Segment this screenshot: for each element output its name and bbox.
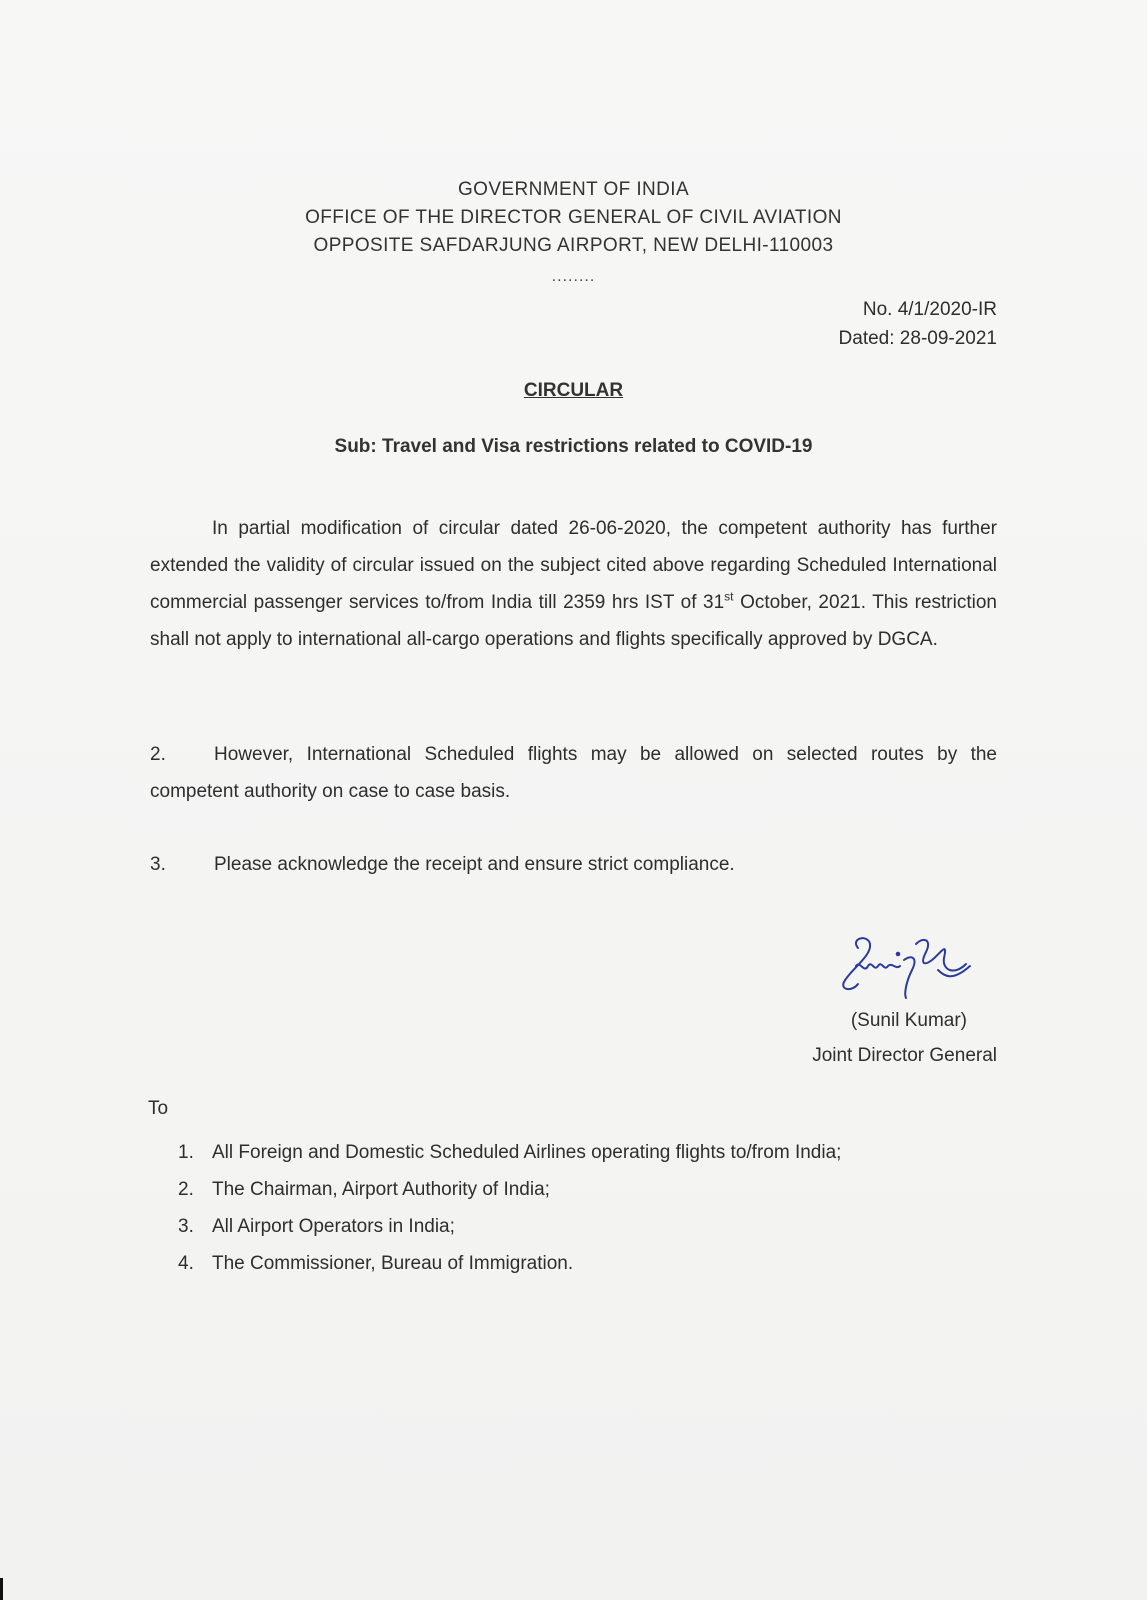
list-item-text: The Chairman, Airport Authority of India; — [212, 1179, 550, 1200]
paragraph-2-text: However, International Scheduled flights may be allowed on selected routes by the competent authority on case to case basis. — [150, 744, 997, 802]
list-item — [178, 1171, 841, 1208]
list-item-text: All Airport Operators in India; — [212, 1216, 455, 1237]
list-item — [178, 1245, 841, 1282]
list-item-number: 1. — [178, 1142, 194, 1163]
paragraph-2-number: 2. — [150, 744, 166, 765]
paragraph-1 — [150, 510, 997, 658]
paragraph-3-number: 3. — [150, 854, 166, 875]
letterhead-line-address: OPPOSITE SAFDARJUNG AIRPORT, NEW DELHI-110003 — [313, 235, 834, 256]
paragraph-3 — [150, 846, 997, 883]
letterhead-separator: ........ — [551, 268, 596, 285]
reference-block — [839, 295, 997, 353]
subject-line: Sub: Travel and Visa restrictions related to COVID-19 — [334, 436, 813, 457]
signer-name: (Sunil Kumar) — [850, 1010, 967, 1031]
list-item — [178, 1208, 841, 1245]
list-item-text: The Commissioner, Bureau of Immigration. — [212, 1253, 574, 1274]
list-item-number: 3. — [178, 1216, 194, 1237]
letterhead — [0, 176, 1147, 260]
reference-number: No. 4/1/2020-IR — [862, 299, 997, 320]
reference-date: Dated: 28-09-2021 — [838, 328, 997, 349]
to-label: To — [148, 1098, 169, 1119]
letterhead-line-government: GOVERNMENT OF INDIA — [457, 179, 690, 200]
paragraph-2 — [150, 736, 997, 810]
recipient-list — [178, 1134, 841, 1282]
list-item — [178, 1134, 841, 1171]
paragraph-1-text-a: In partial modification of circular dated 26-06-2020, the competent authority has further extended the validity of circular issued on the subject cited above regarding Scheduled International commercial passenger services to/from India till 2359 hrs IST of 31 — [150, 518, 997, 613]
letterhead-line-office: OFFICE OF THE DIRECTOR GENERAL OF CIVIL AVIATION — [305, 207, 842, 228]
document-title: CIRCULAR — [523, 380, 624, 401]
paragraph-1-text-b: October, 2021. This restriction shall not apply to international all-cargo operations and flights specifically approved by DGCA. — [150, 592, 997, 650]
list-item-text: All Foreign and Domestic Scheduled Airlines operating flights to/from India; — [212, 1142, 842, 1163]
ordinal-suffix: st — [724, 589, 734, 604]
list-item-number: 4. — [178, 1253, 194, 1274]
paragraph-3-text: Please acknowledge the receipt and ensure strict compliance. — [214, 854, 735, 875]
handwritten-signature — [820, 930, 990, 1000]
signer-designation: Joint Director General — [812, 1045, 997, 1066]
signature-block — [812, 1003, 997, 1073]
list-item-number: 2. — [178, 1179, 194, 1200]
scan-edge-mark — [0, 1578, 3, 1600]
